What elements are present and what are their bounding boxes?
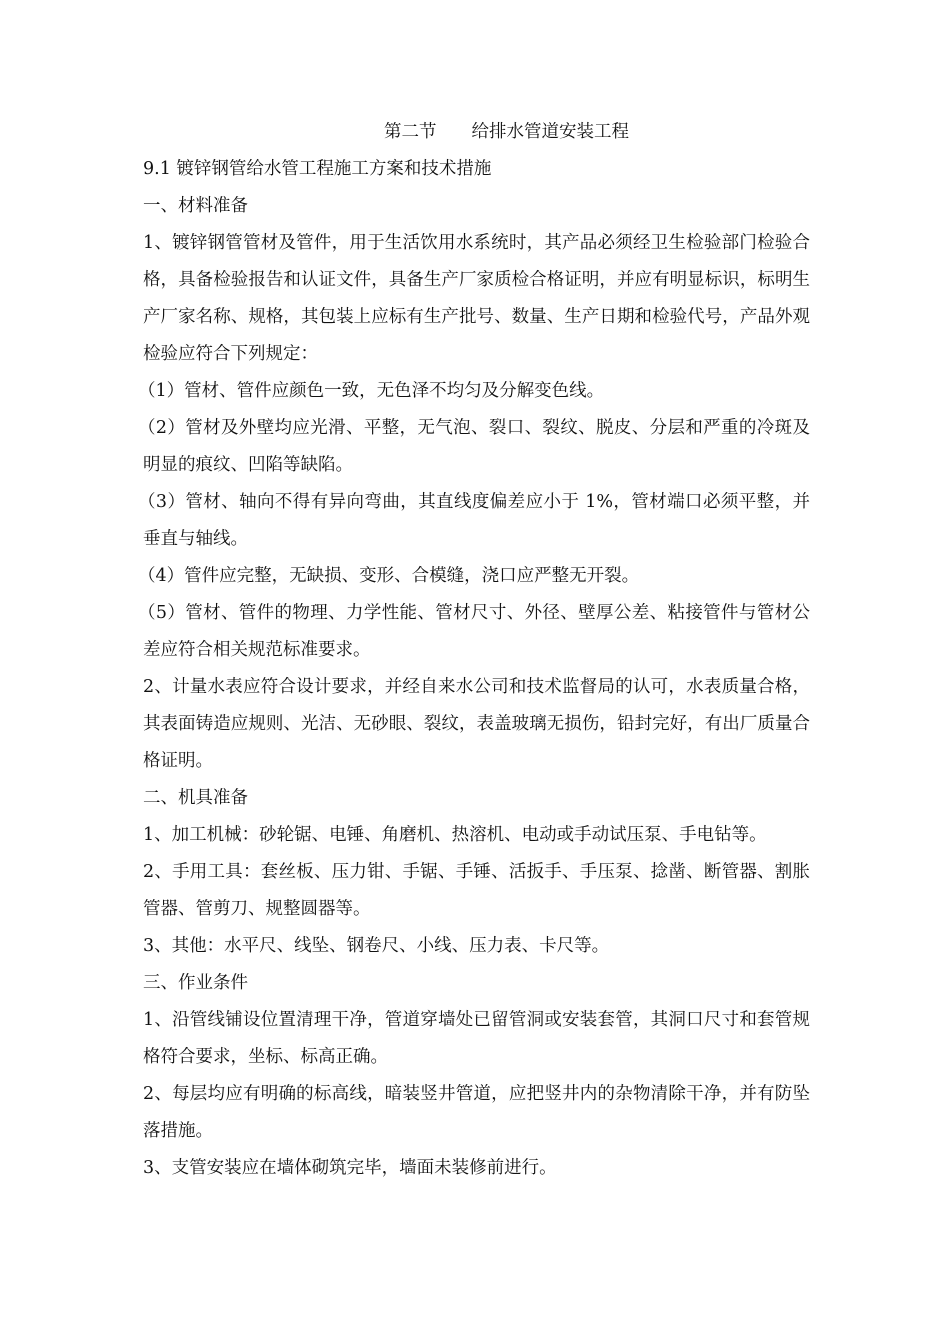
paragraph-condition-3: 3、支管安装应在墙体砌筑完毕，墙面未装修前进行。: [143, 1158, 557, 1178]
list-item-4: （4）管件应完整，无缺损、变形、合模缝，浇口应严整无开裂。: [138, 566, 640, 586]
paragraph-condition-2: 2、每层均应有明确的标高线，暗装竖井管道，应把竖井内的杂物清除干净，并有防坠落措施。: [143, 1084, 810, 1141]
heading-tools: 二、机具准备: [143, 788, 248, 808]
list-item-1: （1）管材、管件应颜色一致，无色泽不均匀及分解变色线。: [138, 381, 605, 401]
heading-work-conditions: 三、作业条件: [143, 973, 248, 993]
subsection-heading: 9.1 镀锌钢管给水管工程施工方案和技术措施: [143, 159, 492, 179]
paragraph-condition-1: 1、沿管线铺设位置清理干净，管道穿墙处已留管洞或安装套管，其洞口尺寸和套管规格符合要求，坐标、标高正确。: [143, 1010, 810, 1067]
list-item-2: （2）管材及外壁均应光滑、平整，无气泡、裂口、裂纹、脱皮、分层和严重的冷斑及明显的痕纹、凹陷等缺陷。: [138, 418, 810, 475]
paragraph-pipe-requirements: 1、镀锌钢管管材及管件，用于生活饮用水系统时，其产品必须经卫生检验部门检验合格，具备检验报告和认证文件，具备生产厂家质检合格证明，并应有明显标识，标明生产厂家名称、规格，其包装上应标有生产批号、数量、生产日期和检验代号，产品外观检验应符合下列规定：: [143, 233, 810, 364]
section-title: 第二节 给排水管道安装工程: [384, 122, 629, 142]
paragraph-other-tools: 3、其他：水平尺、线坠、钢卷尺、小线、压力表、卡尺等。: [143, 936, 610, 956]
paragraph-water-meter: 2、计量水表应符合设计要求，并经自来水公司和技术监督局的认可，水表质量合格，其表面铸造应规则、光洁、无砂眼、裂纹，表盖玻璃无损伤，铅封完好，有出厂质量合格证明。: [143, 677, 810, 771]
paragraph-hand-tools: 2、手用工具：套丝板、压力钳、手锯、手锤、活扳手、手压泵、捻凿、断管器、割胀管器、管剪刀、规整圆器等。: [143, 862, 810, 919]
document-body: [138, 114, 810, 1187]
paragraph-machinery: 1、加工机械：砂轮锯、电锤、角磨机、热溶机、电动或手动试压泵、手电钻等。: [143, 825, 767, 845]
list-item-5: （5）管材、管件的物理、力学性能、管材尺寸、外径、壁厚公差、粘接管件与管材公差应符合相关规范标准要求。: [138, 603, 810, 660]
list-item-3: （3）管材、轴向不得有异向弯曲，其直线度偏差应小于 1%，管材端口必须平整，并垂直与轴线。: [138, 492, 810, 549]
heading-materials: 一、材料准备: [143, 196, 248, 216]
